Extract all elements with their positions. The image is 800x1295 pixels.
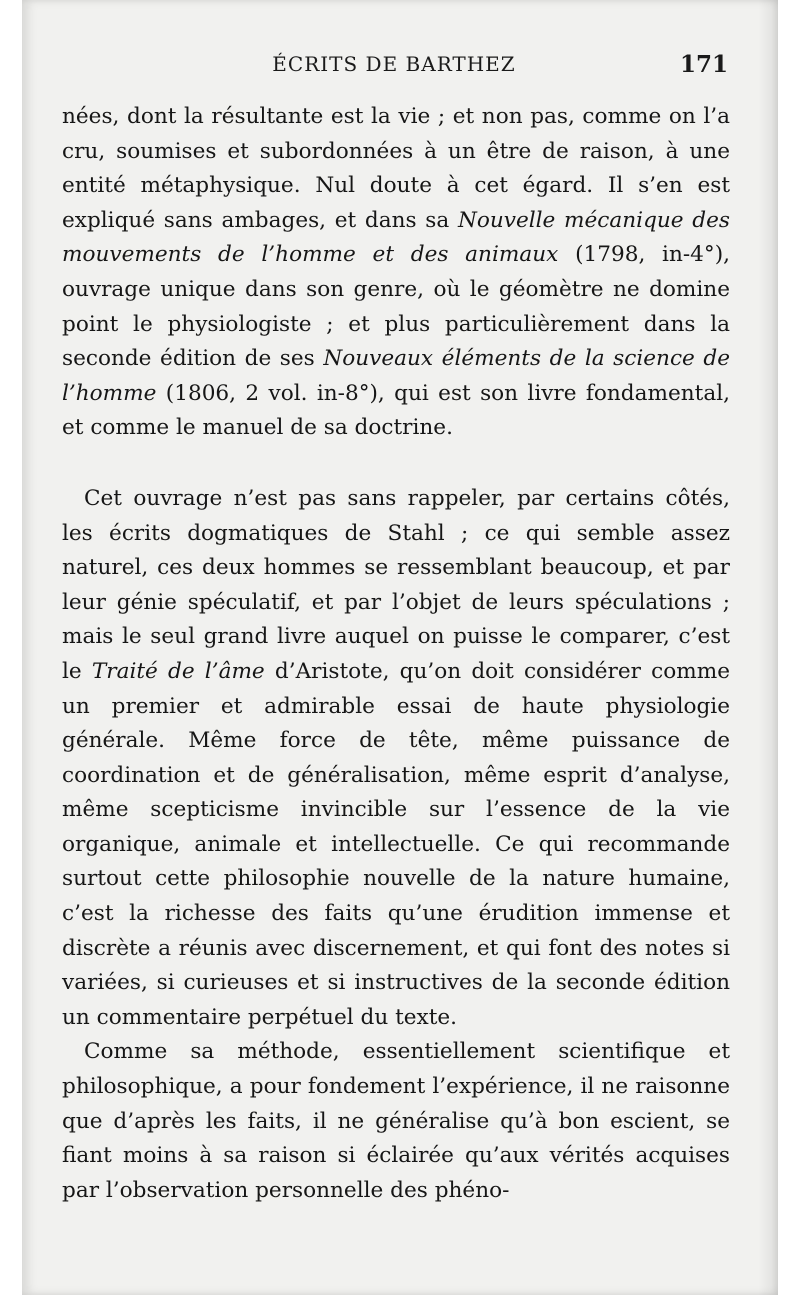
title-nouvelle-mecanique: Nouvelle mécanique des mouvements de l’homme et des animaux [62,207,730,268]
paragraph-3 [62,1035,730,1208]
running-title: ÉCRITS DE BARTHEZ [272,52,516,76]
body-text [62,100,730,1208]
paragraph-3-text-1: Comme sa méthode, essentiellement scientifique et philosophique, a pour fondement l’expérience, il ne raisonne que d’après les faits, il ne généralise qu’à bon escient, se fiant moins à sa raison si éclairée qu’aux vérités acquises par l’observation personnelle des phéno- [62,1039,730,1203]
book-page [22,0,778,1295]
paragraph-1-text-1: nées, dont la résultante est la vie ; et non pas, comme on l’a cru, soumises et subordonnées à un être de raison, à une entité métaphysique. Nul doute à cet égard. Il s’en est expliqué sans ambages, et dans sa [62,104,730,233]
paragraph-2 [62,482,730,1036]
page-header [60,52,728,86]
paragraph-1-text-3: (1806, 2 vol. in-8°), qui est son livre fondamental, et comme le manuel de sa doctrine. [62,380,730,441]
paragraph-1-text-2: (1798, in-4°), ouvrage unique dans son genre, où le géomètre ne domine point le physiologiste ; et plus particulièrement dans la seconde édition de ses [62,242,730,372]
paragraph-1 [62,100,730,446]
page-number: 171 [679,51,728,78]
paragraph-2-text-1: Cet ouvrage n’est pas sans rappeler, par certains côtés, les écrits dogmatiques de Stahl ; ce qui semble assez naturel, ces deux hommes se ressemblant beaucoup, et par leur génie spéculatif, et par l’objet de leurs spéculations ; mais le seul grand livre auquel on puisse le comparer, c’est le [62,485,730,684]
paragraph-2-text-2: d’Aristote, qu’on doit considérer comme un premier et admirable essai de haute physiologie générale. Même force de tête, même puissance de coordination et de généralisation, même esprit d’analyse, même scepticisme invincible sur l’essence de la vie organique, animale et intellectuelle. Ce qui recommande surtout cette philosophie nouvelle de la nature humaine, c’est la richesse des faits qu’une érudition immense et discrète a réunis avec discernement, et qui font des notes si variées, si curieuses et si instructives de la seconde édition un commentaire perpétuel du texte. [62,658,730,1030]
title-nouveaux-elements: Nouveaux éléments de la science de l’homme [62,346,731,406]
title-traite-de-lame: Traité de l’âme [91,658,265,684]
